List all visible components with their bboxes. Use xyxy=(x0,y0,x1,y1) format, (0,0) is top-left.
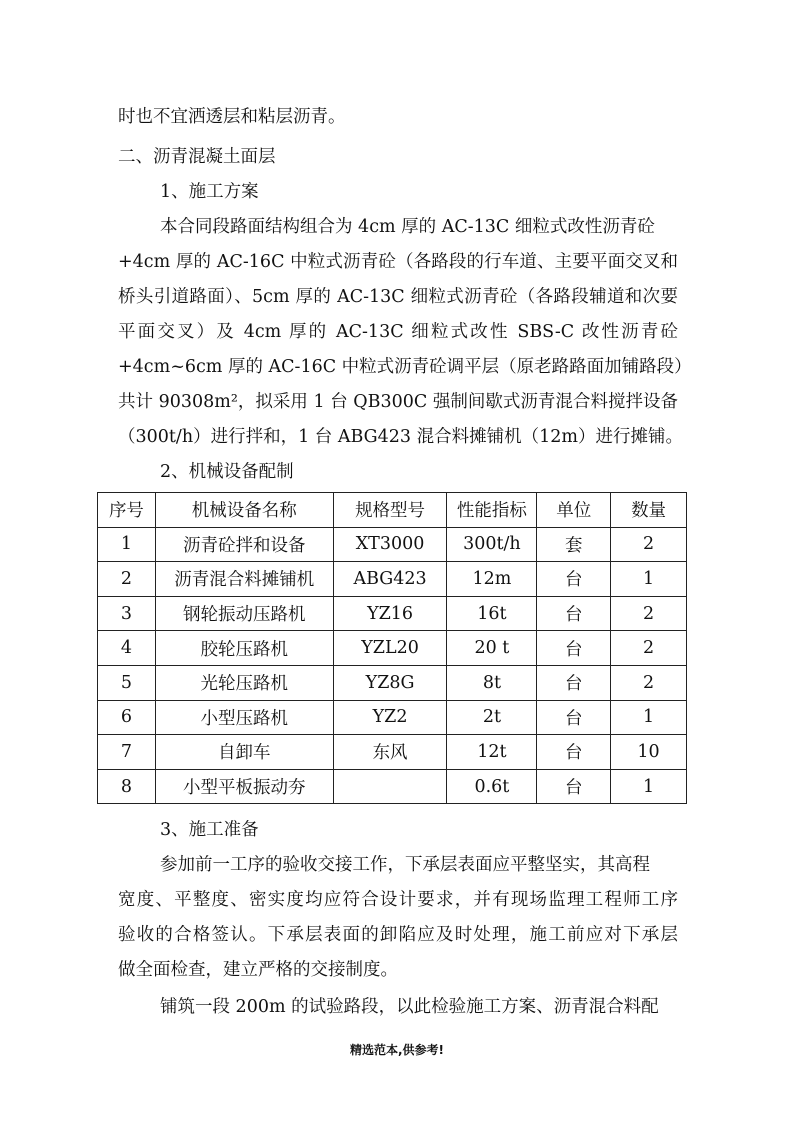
table-row xyxy=(98,700,687,735)
table-cell: 台 xyxy=(537,631,611,666)
paragraph-line: 桥头引道路面）、5cm 厚的 AC-13C 细粒式沥青砼（各路段辅道和次要 xyxy=(118,287,678,307)
table-cell: 2 xyxy=(611,631,687,666)
table-cell: 1 xyxy=(611,769,687,804)
subsection-heading-plan: 1、施工方案 xyxy=(160,182,259,202)
table-cell: YZ16 xyxy=(333,596,447,631)
table-header-row xyxy=(98,493,687,528)
table-row xyxy=(98,665,687,700)
table-cell: 12m xyxy=(447,562,537,597)
table-cell: 8 xyxy=(98,769,156,804)
table-cell: 沥青混合料摊铺机 xyxy=(155,562,333,597)
table-cell: 胶轮压路机 xyxy=(155,631,333,666)
table-cell: 1 xyxy=(98,527,156,562)
table-cell: 自卸车 xyxy=(155,735,333,770)
paragraph-line: 共计 90308m²，拟采用 1 台 QB300C 强制间歇式沥青混合料搅拌设备 xyxy=(118,392,678,412)
table-cell: 2 xyxy=(611,665,687,700)
paragraph-line: 宽度、平整度、密实度均应符合设计要求，并有现场监理工程师工序 xyxy=(118,890,678,910)
paragraph-continuation: 时也不宜洒透层和粘层沥青。 xyxy=(118,107,346,127)
table-cell: 小型平板振动夯 xyxy=(155,769,333,804)
table-cell: XT3000 xyxy=(333,527,447,562)
table-cell: 台 xyxy=(537,769,611,804)
table-cell: ABG423 xyxy=(333,562,447,597)
table-cell: 1 xyxy=(611,700,687,735)
table-cell: 2 xyxy=(98,562,156,597)
table-cell: 16t xyxy=(447,596,537,631)
table-row xyxy=(98,527,687,562)
table-row xyxy=(98,562,687,597)
table-cell: YZ2 xyxy=(333,700,447,735)
header-cell: 单位 xyxy=(537,493,611,528)
table-cell: 7 xyxy=(98,735,156,770)
table-cell: 小型压路机 xyxy=(155,700,333,735)
table-cell: 0.6t xyxy=(447,769,537,804)
table-cell: 5 xyxy=(98,665,156,700)
table-cell: 台 xyxy=(537,596,611,631)
table-cell: 3 xyxy=(98,596,156,631)
table-cell: YZ8G xyxy=(333,665,447,700)
paragraph-line: 平面交叉）及 4cm 厚的 AC-13C 细粒式改性 SBS-C 改性沥青砼 xyxy=(118,322,678,342)
table-cell: 钢轮振动压路机 xyxy=(155,596,333,631)
paragraph-line: +4cm 厚的 AC-16C 中粒式沥青砼（各路段的行车道、主要平面交叉和 xyxy=(118,252,678,272)
section-heading: 二、沥青混凝土面层 xyxy=(118,147,276,167)
paragraph-line: 验收的合格签认。下承层表面的卸陷应及时处理，施工前应对下承层 xyxy=(118,925,678,945)
paragraph-line: 本合同段路面结构组合为 4cm 厚的 AC-13C 细粒式改性沥青砼 xyxy=(160,217,655,237)
table-cell: 1 xyxy=(611,562,687,597)
table-cell xyxy=(333,769,447,804)
paragraph-line: 参加前一工序的验收交接工作，下承层表面应平整坚实，其高程 xyxy=(160,855,650,875)
paragraph-line: （300t/h）进行拌和，1 台 ABG423 混合料摊铺机（12m）进行摊铺。 xyxy=(118,427,683,447)
table-row xyxy=(98,735,687,770)
paragraph-line: +4cm~6cm 厚的 AC-16C 中粒式沥青砼调平层（原老路路面加铺路段） xyxy=(118,357,692,377)
header-cell: 机械设备名称 xyxy=(155,493,333,528)
table-cell: 2 xyxy=(611,527,687,562)
header-cell: 性能指标 xyxy=(447,493,537,528)
table-cell: 台 xyxy=(537,700,611,735)
table-row xyxy=(98,596,687,631)
table-cell: 4 xyxy=(98,631,156,666)
table-row xyxy=(98,769,687,804)
header-cell: 规格型号 xyxy=(333,493,447,528)
table-cell: 台 xyxy=(537,665,611,700)
table-cell: 台 xyxy=(537,562,611,597)
table-cell: 10 xyxy=(611,735,687,770)
table-cell: 套 xyxy=(537,527,611,562)
table-cell: 12t xyxy=(447,735,537,770)
table-cell: YZL20 xyxy=(333,631,447,666)
paragraph-line: 铺筑一段 200m 的试验路段，以此检验施工方案、沥青混合料配 xyxy=(160,997,659,1017)
table-cell: 东风 xyxy=(333,735,447,770)
table-cell: 300t/h xyxy=(447,527,537,562)
table-cell: 6 xyxy=(98,700,156,735)
table-cell: 2 xyxy=(611,596,687,631)
header-cell: 序号 xyxy=(98,493,156,528)
table-row xyxy=(98,631,687,666)
page-footer: 精选范本,供参考! xyxy=(349,1043,445,1057)
table-cell: 沥青砼拌和设备 xyxy=(155,527,333,562)
header-cell: 数量 xyxy=(611,493,687,528)
subsection-heading-preparation: 3、施工准备 xyxy=(160,820,259,840)
equipment-table xyxy=(97,492,687,804)
table-cell: 2t xyxy=(447,700,537,735)
paragraph-line: 做全面检查，建立严格的交接制度。 xyxy=(118,960,398,980)
table-cell: 台 xyxy=(537,735,611,770)
subsection-heading-equipment: 2、机械设备配制 xyxy=(160,462,294,482)
table-cell: 8t xyxy=(447,665,537,700)
table-cell: 20 t xyxy=(447,631,537,666)
table-cell: 光轮压路机 xyxy=(155,665,333,700)
